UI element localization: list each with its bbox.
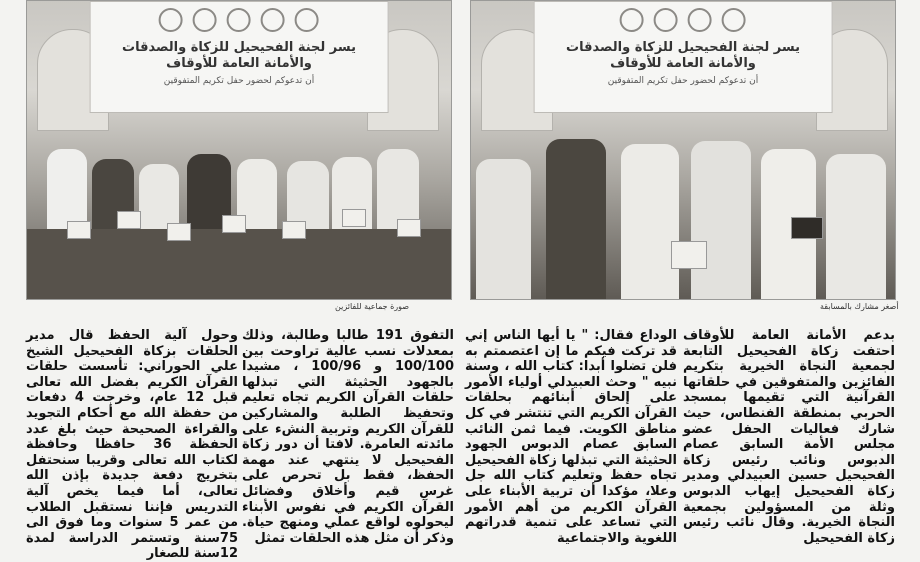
event-banner [534,1,833,113]
banner-title [91,40,388,72]
banner-subtitle: أن تدعوكم لحضور حفل تكريم المتفوقين [163,76,315,86]
group-photo [26,0,452,300]
article-text: التفوق 191 طالبا وطالبة، وذلك بمعدلات نسب عالية تراوحت بين 100/100 و 100/96 ، مشيدا بالجهود الحثيثة التي تبذلها حلقات القرآن الكريم تجاه تعليم وتحفيظ الطلبة والمشاركين للقرآن الكريم وتربية النشء على مائدته العامرة. لافتا أن دور زكاة الفحيحيل لا ينتهي عند مهمة الحفظ، فقط بل تحرص على غرس قيم وأخلاق وفضائل القرآن الكريم في نفوس الأبناء ليحولوه لواقع عملي ومنهج حياة. وذكر أن مثل هذه الحلقات تمثل [242,328,454,546]
photo-caption-left: صورة جماعية للفائزين [335,302,410,311]
certificate [671,241,707,269]
trophy-box [791,217,823,239]
article-column-3 [242,328,454,550]
article-column-1 [683,328,895,550]
crowd [27,129,451,299]
photo-caption-right: أصغر مشارك بالمسابقة [820,302,899,311]
article-column-4 [26,328,239,562]
youngest-participant-photo [470,0,896,300]
banner-logos [91,2,388,32]
certificate [67,221,91,239]
banner-logos [535,2,832,32]
banner-title [535,40,832,72]
banner-title-line-2: والأمانة العامة للأوقاف [166,56,312,71]
person [691,141,751,299]
certificate [282,221,306,239]
person [476,159,531,299]
certificate [117,211,141,229]
article-text: وحول آلية الحفظ قال مدير الحلقات بزكاة الفحيحيل الشيخ علي الحوراني: تأسست حلقات القرآن الكريم بفضل الله تعالى قبل 12 عام، وخرجت 4 دفعات من حفظة الله مع أحكام التجويد والقراءة الصحيحة حيث بلغ عدد الحفظة 36 حافظا وحافظة لكتاب الله تعالى وقريبا سنحتفل بتخريج دفعة جديدة بإذن الله تعالى، أما فيما يخص آلية التدريس فإننا نستقبل الطلاب من عمر 5 سنوات وما فوق الى 75سنة وتستمر الدراسة لمدة 12سنة للصغار [26,328,239,562]
article-column-2 [465,328,677,550]
banner-subtitle: أن تدعوكم لحضور حفل تكريم المتفوقين [607,76,759,86]
banner-title-line-1: يسر لجنة الفحيحيل للزكاة والصدقات [566,40,800,55]
person [621,144,679,299]
children-row [27,229,451,299]
banner-title-line-2: والأمانة العامة للأوقاف [610,56,756,71]
crowd [471,129,895,299]
certificate [222,215,246,233]
banner-title-line-1: يسر لجنة الفحيحيل للزكاة والصدقات [122,40,356,55]
certificate [397,219,421,237]
article-text: بدعم الأمانة العامة للأوقاف احتفت زكاة الفحيحيل التابعة لجمعية النجاة الخيرية بتكريم الفائزين والمتفوقين في حلقاتها القرآنية التي تقيمها بمسجد الحربي بمنطقة الفنطاس، حيث شارك فعاليات الحفل عضو مجلس الأمة السابق عصام الدبوس ونائب رئيس زكاة الفحيحيل حسين العبيدلي ومدير زكاة الفحيحيل إيهاب الدبوس وثلة من المسؤولين بجمعية النجاة الخيرية. وقال نائب رئيس زكاة الفحيحيل [683,328,895,546]
article-text: الوداع فقال: " يا أيها الناس إني قد تركت فيكم ما إن اعتصمتم به فلن تضلوا أبدا: كتاب الله ، وسنة نبيه " وحث العبيدلي أولياء الأمور على إلحاق أبنائهم بحلقات القرآن الكريم التي تنتشر في كل مناطق الكويت. فيما ثمن النائب السابق عصام الدبوس الجهود الحثيثة التي تبذلها زكاة الفحيحيل تجاه حفظ وتعليم كتاب الله جل وعلا، مؤكدا أن تربية الأبناء على القرآن الكريم من أهم الأمور التي تساعد على تنمية قدراتهم اللغوية والاجتماعية [465,328,677,546]
event-banner [90,1,389,113]
certificate [167,223,191,241]
person [546,139,606,299]
certificate [342,209,366,227]
person [826,154,886,299]
